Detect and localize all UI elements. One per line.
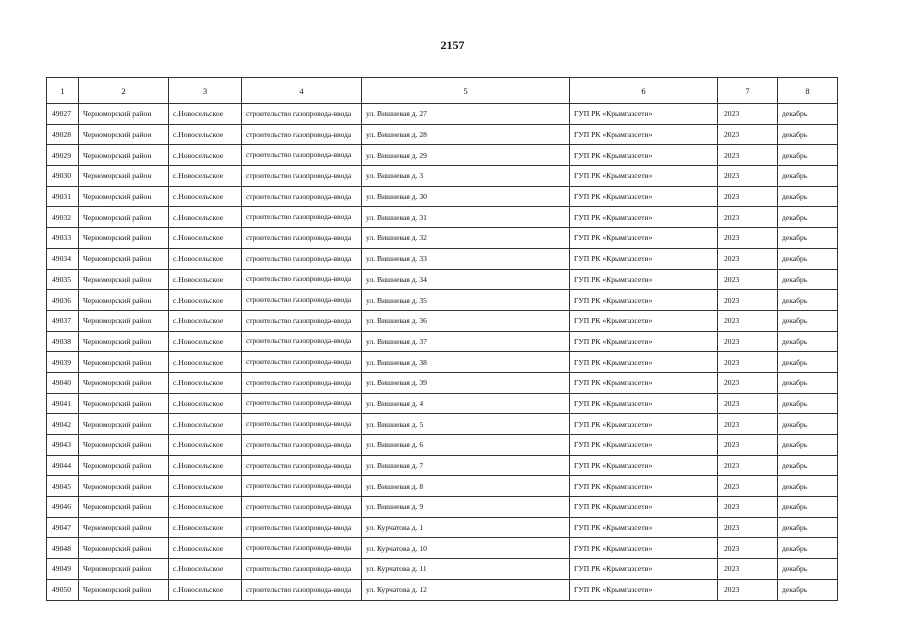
table-row: [47, 269, 838, 290]
cell-address: ул. Вишневая д. 5: [362, 414, 570, 435]
cell-month: декабрь: [778, 435, 838, 456]
cell-year: 2023: [718, 435, 778, 456]
table-row: [47, 455, 838, 476]
cell-work-type: строительство газопровода-ввода: [242, 476, 362, 497]
cell-address: ул. Курчатова д. 10: [362, 538, 570, 559]
cell-settlement: с.Новосельское: [169, 228, 242, 249]
column-header-5: 5: [362, 78, 570, 104]
cell-district: Черноморский район: [79, 145, 169, 166]
table-row: [47, 435, 838, 456]
cell-district: Черноморский район: [79, 372, 169, 393]
cell-month: декабрь: [778, 393, 838, 414]
column-header-1: 1: [47, 78, 79, 104]
table-row: [47, 145, 838, 166]
cell-address: ул. Вишневая д. 3: [362, 166, 570, 187]
cell-month: декабрь: [778, 248, 838, 269]
cell-year: 2023: [718, 517, 778, 538]
cell-organization: ГУП РК «Крымгазсети»: [570, 352, 718, 373]
cell-year: 2023: [718, 124, 778, 145]
cell-settlement: с.Новосельское: [169, 414, 242, 435]
cell-organization: ГУП РК «Крымгазсети»: [570, 310, 718, 331]
cell-organization: ГУП РК «Крымгазсети»: [570, 497, 718, 518]
cell-organization: ГУП РК «Крымгазсети»: [570, 269, 718, 290]
cell-year: 2023: [718, 207, 778, 228]
cell-row-number: 49028: [47, 124, 79, 145]
cell-address: ул. Курчатова д. 12: [362, 579, 570, 600]
cell-address: ул. Вишневая д. 33: [362, 248, 570, 269]
cell-address: ул. Вишневая д. 37: [362, 331, 570, 352]
cell-address: ул. Вишневая д. 9: [362, 497, 570, 518]
cell-year: 2023: [718, 104, 778, 125]
table-row: [47, 559, 838, 580]
cell-row-number: 49036: [47, 290, 79, 311]
cell-month: декабрь: [778, 372, 838, 393]
table-row: [47, 166, 838, 187]
cell-work-type: строительство газопровода-ввода: [242, 248, 362, 269]
cell-month: декабрь: [778, 269, 838, 290]
cell-year: 2023: [718, 538, 778, 559]
column-header-8: 8: [778, 78, 838, 104]
cell-settlement: с.Новосельское: [169, 248, 242, 269]
cell-work-type: строительство газопровода-ввода: [242, 497, 362, 518]
table-body: [47, 104, 838, 601]
cell-district: Черноморский район: [79, 497, 169, 518]
cell-organization: ГУП РК «Крымгазсети»: [570, 186, 718, 207]
cell-month: декабрь: [778, 145, 838, 166]
cell-address: ул. Вишневая д. 35: [362, 290, 570, 311]
cell-settlement: с.Новосельское: [169, 331, 242, 352]
cell-month: декабрь: [778, 579, 838, 600]
cell-work-type: строительство газопровода-ввода: [242, 435, 362, 456]
cell-organization: ГУП РК «Крымгазсети»: [570, 517, 718, 538]
cell-row-number: 49040: [47, 372, 79, 393]
cell-row-number: 49047: [47, 517, 79, 538]
cell-row-number: 49033: [47, 228, 79, 249]
cell-address: ул. Вишневая д. 4: [362, 393, 570, 414]
table-row: [47, 207, 838, 228]
cell-work-type: строительство газопровода-ввода: [242, 352, 362, 373]
cell-district: Черноморский район: [79, 579, 169, 600]
cell-address: ул. Вишневая д. 6: [362, 435, 570, 456]
cell-organization: ГУП РК «Крымгазсети»: [570, 290, 718, 311]
cell-organization: ГУП РК «Крымгазсети»: [570, 228, 718, 249]
cell-year: 2023: [718, 310, 778, 331]
cell-settlement: с.Новосельское: [169, 290, 242, 311]
cell-row-number: 49044: [47, 455, 79, 476]
cell-work-type: строительство газопровода-ввода: [242, 393, 362, 414]
cell-organization: ГУП РК «Крымгазсети»: [570, 145, 718, 166]
cell-month: декабрь: [778, 538, 838, 559]
cell-year: 2023: [718, 269, 778, 290]
cell-district: Черноморский район: [79, 352, 169, 373]
cell-row-number: 49038: [47, 331, 79, 352]
cell-district: Черноморский район: [79, 207, 169, 228]
cell-organization: ГУП РК «Крымгазсети»: [570, 414, 718, 435]
cell-month: декабрь: [778, 497, 838, 518]
cell-district: Черноморский район: [79, 166, 169, 187]
cell-work-type: строительство газопровода-ввода: [242, 145, 362, 166]
cell-month: декабрь: [778, 455, 838, 476]
cell-settlement: с.Новосельское: [169, 497, 242, 518]
column-header-4: 4: [242, 78, 362, 104]
cell-year: 2023: [718, 166, 778, 187]
cell-settlement: с.Новосельское: [169, 372, 242, 393]
cell-month: декабрь: [778, 124, 838, 145]
cell-settlement: с.Новосельское: [169, 207, 242, 228]
cell-row-number: 49035: [47, 269, 79, 290]
cell-row-number: 49027: [47, 104, 79, 125]
cell-district: Черноморский район: [79, 517, 169, 538]
cell-work-type: строительство газопровода-ввода: [242, 166, 362, 187]
cell-row-number: 49039: [47, 352, 79, 373]
cell-month: декабрь: [778, 290, 838, 311]
cell-row-number: 49041: [47, 393, 79, 414]
cell-month: декабрь: [778, 517, 838, 538]
cell-district: Черноморский район: [79, 476, 169, 497]
cell-year: 2023: [718, 455, 778, 476]
cell-row-number: 49048: [47, 538, 79, 559]
cell-district: Черноморский район: [79, 435, 169, 456]
cell-settlement: с.Новосельское: [169, 455, 242, 476]
cell-row-number: 49031: [47, 186, 79, 207]
table-row: [47, 497, 838, 518]
cell-district: Черноморский район: [79, 393, 169, 414]
cell-work-type: строительство газопровода-ввода: [242, 310, 362, 331]
table-row: [47, 290, 838, 311]
cell-organization: ГУП РК «Крымгазсети»: [570, 372, 718, 393]
cell-address: ул. Вишневая д. 27: [362, 104, 570, 125]
cell-row-number: 49046: [47, 497, 79, 518]
cell-year: 2023: [718, 476, 778, 497]
cell-organization: ГУП РК «Крымгазсети»: [570, 538, 718, 559]
cell-organization: ГУП РК «Крымгазсети»: [570, 207, 718, 228]
cell-address: ул. Вишневая д. 29: [362, 145, 570, 166]
cell-district: Черноморский район: [79, 414, 169, 435]
cell-settlement: с.Новосельское: [169, 269, 242, 290]
cell-month: декабрь: [778, 352, 838, 373]
cell-year: 2023: [718, 145, 778, 166]
cell-row-number: 49029: [47, 145, 79, 166]
cell-settlement: с.Новосельское: [169, 393, 242, 414]
cell-address: ул. Вишневая д. 36: [362, 310, 570, 331]
cell-address: ул. Вишневая д. 30: [362, 186, 570, 207]
cell-settlement: с.Новосельское: [169, 352, 242, 373]
cell-row-number: 49034: [47, 248, 79, 269]
cell-address: ул. Вишневая д. 32: [362, 228, 570, 249]
table-row: [47, 393, 838, 414]
cell-district: Черноморский район: [79, 455, 169, 476]
table-header-row: [47, 78, 838, 104]
cell-address: ул. Вишневая д. 34: [362, 269, 570, 290]
cell-work-type: строительство газопровода-ввода: [242, 331, 362, 352]
cell-address: ул. Вишневая д. 8: [362, 476, 570, 497]
cell-month: декабрь: [778, 186, 838, 207]
cell-year: 2023: [718, 290, 778, 311]
cell-year: 2023: [718, 352, 778, 373]
cell-row-number: 49049: [47, 559, 79, 580]
cell-organization: ГУП РК «Крымгазсети»: [570, 476, 718, 497]
cell-month: декабрь: [778, 228, 838, 249]
cell-row-number: 49045: [47, 476, 79, 497]
cell-settlement: с.Новосельское: [169, 435, 242, 456]
table-row: [47, 517, 838, 538]
cell-organization: ГУП РК «Крымгазсети»: [570, 331, 718, 352]
cell-month: декабрь: [778, 559, 838, 580]
table-row: [47, 538, 838, 559]
cell-settlement: с.Новосельское: [169, 310, 242, 331]
cell-address: ул. Вишневая д. 7: [362, 455, 570, 476]
cell-district: Черноморский район: [79, 124, 169, 145]
cell-work-type: строительство газопровода-ввода: [242, 455, 362, 476]
cell-address: ул. Курчатова д. 11: [362, 559, 570, 580]
cell-settlement: с.Новосельское: [169, 517, 242, 538]
cell-year: 2023: [718, 414, 778, 435]
cell-district: Черноморский район: [79, 228, 169, 249]
cell-address: ул. Вишневая д. 39: [362, 372, 570, 393]
cell-year: 2023: [718, 497, 778, 518]
cell-district: Черноморский район: [79, 104, 169, 125]
cell-year: 2023: [718, 186, 778, 207]
cell-row-number: 49043: [47, 435, 79, 456]
cell-district: Черноморский район: [79, 269, 169, 290]
cell-month: декабрь: [778, 207, 838, 228]
cell-month: декабрь: [778, 310, 838, 331]
table-row: [47, 248, 838, 269]
cell-district: Черноморский район: [79, 331, 169, 352]
cell-address: ул. Вишневая д. 28: [362, 124, 570, 145]
cell-month: декабрь: [778, 331, 838, 352]
cell-work-type: строительство газопровода-ввода: [242, 186, 362, 207]
table-row: [47, 124, 838, 145]
cell-district: Черноморский район: [79, 248, 169, 269]
cell-year: 2023: [718, 579, 778, 600]
cell-row-number: 49030: [47, 166, 79, 187]
cell-organization: ГУП РК «Крымгазсети»: [570, 455, 718, 476]
column-header-3: 3: [169, 78, 242, 104]
cell-organization: ГУП РК «Крымгазсети»: [570, 559, 718, 580]
page-number: 2157: [440, 38, 465, 52]
cell-row-number: 49032: [47, 207, 79, 228]
cell-settlement: с.Новосельское: [169, 186, 242, 207]
cell-work-type: строительство газопровода-ввода: [242, 269, 362, 290]
cell-district: Черноморский район: [79, 186, 169, 207]
cell-organization: ГУП РК «Крымгазсети»: [570, 579, 718, 600]
cell-year: 2023: [718, 248, 778, 269]
cell-year: 2023: [718, 372, 778, 393]
cell-organization: ГУП РК «Крымгазсети»: [570, 124, 718, 145]
cell-organization: ГУП РК «Крымгазсети»: [570, 435, 718, 456]
cell-work-type: строительство газопровода-ввода: [242, 372, 362, 393]
cell-settlement: с.Новосельское: [169, 166, 242, 187]
cell-settlement: с.Новосельское: [169, 538, 242, 559]
cell-settlement: с.Новосельское: [169, 124, 242, 145]
table-row: [47, 414, 838, 435]
column-header-2: 2: [79, 78, 169, 104]
cell-work-type: строительство газопровода-ввода: [242, 559, 362, 580]
cell-work-type: строительство газопровода-ввода: [242, 579, 362, 600]
cell-month: декабрь: [778, 476, 838, 497]
table-row: [47, 352, 838, 373]
cell-year: 2023: [718, 228, 778, 249]
cell-district: Черноморский район: [79, 310, 169, 331]
cell-organization: ГУП РК «Крымгазсети»: [570, 393, 718, 414]
cell-district: Черноморский район: [79, 559, 169, 580]
cell-row-number: 49042: [47, 414, 79, 435]
cell-month: декабрь: [778, 104, 838, 125]
table-row: [47, 228, 838, 249]
cell-district: Черноморский район: [79, 290, 169, 311]
cell-work-type: строительство газопровода-ввода: [242, 517, 362, 538]
cell-settlement: с.Новосельское: [169, 145, 242, 166]
cell-settlement: с.Новосельское: [169, 476, 242, 497]
column-header-6: 6: [570, 78, 718, 104]
cell-month: декабрь: [778, 414, 838, 435]
table-row: [47, 331, 838, 352]
cell-settlement: с.Новосельское: [169, 104, 242, 125]
cell-work-type: строительство газопровода-ввода: [242, 538, 362, 559]
cell-address: ул. Вишневая д. 38: [362, 352, 570, 373]
cell-organization: ГУП РК «Крымгазсети»: [570, 166, 718, 187]
cell-month: декабрь: [778, 166, 838, 187]
cell-settlement: с.Новосельское: [169, 579, 242, 600]
cell-year: 2023: [718, 559, 778, 580]
column-header-7: 7: [718, 78, 778, 104]
cell-row-number: 49037: [47, 310, 79, 331]
table-row: [47, 476, 838, 497]
cell-work-type: строительство газопровода-ввода: [242, 290, 362, 311]
cell-year: 2023: [718, 393, 778, 414]
table-row: [47, 104, 838, 125]
register-table: [46, 77, 838, 601]
cell-district: Черноморский район: [79, 538, 169, 559]
cell-address: ул. Вишневая д. 31: [362, 207, 570, 228]
cell-organization: ГУП РК «Крымгазсети»: [570, 248, 718, 269]
cell-year: 2023: [718, 331, 778, 352]
cell-work-type: строительство газопровода-ввода: [242, 414, 362, 435]
cell-work-type: строительство газопровода-ввода: [242, 124, 362, 145]
cell-organization: ГУП РК «Крымгазсети»: [570, 104, 718, 125]
cell-work-type: строительство газопровода-ввода: [242, 207, 362, 228]
table-row: [47, 372, 838, 393]
cell-work-type: строительство газопровода-ввода: [242, 104, 362, 125]
table-row: [47, 310, 838, 331]
cell-row-number: 49050: [47, 579, 79, 600]
cell-settlement: с.Новосельское: [169, 559, 242, 580]
table-row: [47, 579, 838, 600]
table-row: [47, 186, 838, 207]
cell-work-type: строительство газопровода-ввода: [242, 228, 362, 249]
cell-address: ул. Курчатова д. 1: [362, 517, 570, 538]
